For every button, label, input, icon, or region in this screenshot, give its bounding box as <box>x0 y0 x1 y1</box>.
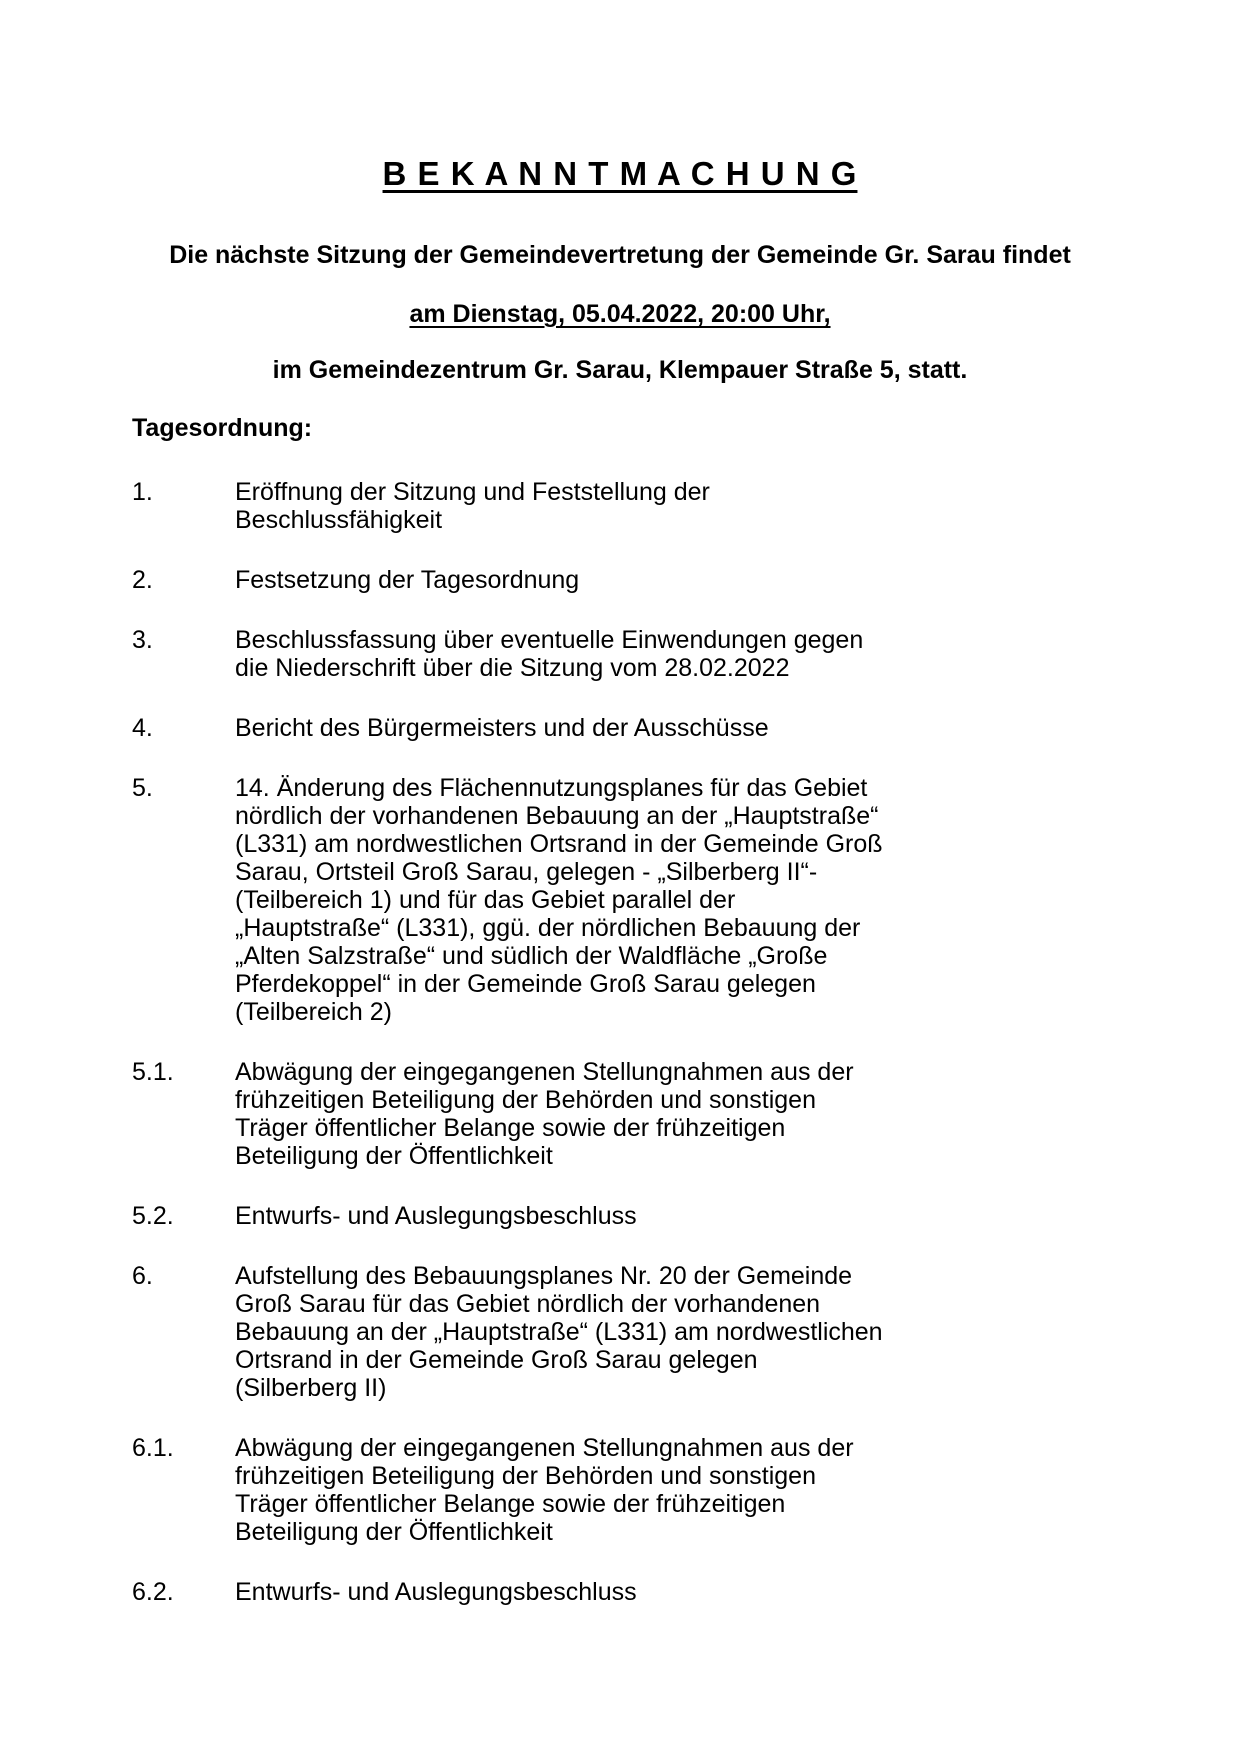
agenda-item-text <box>235 774 1240 1026</box>
agenda-item-text <box>235 478 1240 534</box>
agenda-item-text-line: Beschlussfähigkeit <box>235 506 443 534</box>
agenda-item-text-line: 14. Änderung des Flächennutzungsplanes für das Gebiet <box>235 774 868 802</box>
agenda-item-number: 4. <box>132 714 153 742</box>
agenda-item-text-line: Abwägung der eingegangenen Stellungnahmen aus der <box>235 1058 854 1086</box>
intro-line-1: Die nächste Sitzung der Gemeindevertretung der Gemeinde Gr. Sarau findet <box>169 241 1071 269</box>
agenda-item-number: 6.1. <box>132 1434 174 1462</box>
agenda-item-number: 6. <box>132 1262 153 1290</box>
agenda-list <box>132 478 1240 1606</box>
agenda-item-text-line: nördlich der vorhandenen Bebauung an der „Hauptstraße“ <box>235 802 879 830</box>
agenda-item-text <box>235 566 1240 594</box>
agenda-item <box>132 478 1240 534</box>
intro-line-2-text: am Dienstag, 05.04.2022, 20:00 Uhr, <box>409 300 831 328</box>
document-title-text: B E K A N N T M A C H U N G <box>382 155 858 192</box>
intro-line-3-location: im Gemeindezentrum Gr. Sarau, Klempauer Straße 5, statt. <box>272 356 968 384</box>
agenda-item-text-line: Beteiligung der Öffentlichkeit <box>235 1518 553 1546</box>
agenda-item-text-line: „Hauptstraße“ (L331), ggü. der nördlichen Bebauung der <box>235 914 861 942</box>
agenda-item-text <box>235 1262 1240 1402</box>
agenda-item-text-line: Aufstellung des Bebauungsplanes Nr. 20 der Gemeinde <box>235 1262 853 1290</box>
agenda-item-text-line: Ortsrand in der Gemeinde Groß Sarau gelegen <box>235 1346 758 1374</box>
agenda-heading: Tagesordnung: <box>132 414 313 442</box>
agenda-item-text-line: frühzeitigen Beteiligung der Behörden und sonstigen <box>235 1462 816 1490</box>
agenda-item-text-line: Entwurfs- und Auslegungsbeschluss <box>235 1202 637 1230</box>
agenda-item-text-line: Träger öffentlicher Belange sowie der frühzeitigen <box>235 1490 786 1518</box>
agenda-item <box>132 1262 1240 1402</box>
agenda-item-number: 5.1. <box>132 1058 174 1086</box>
agenda-item-text-line: die Niederschrift über die Sitzung vom 28.02.2022 <box>235 654 790 682</box>
agenda-item-text-line: Bericht des Bürgermeisters und der Ausschüsse <box>235 714 769 742</box>
agenda-item-text <box>235 1202 1240 1230</box>
agenda-item-text-line: Beschlussfassung über eventuelle Einwendungen gegen <box>235 626 864 654</box>
agenda-item-text-line: (Silberberg II) <box>235 1374 387 1402</box>
agenda-item-text <box>235 1578 1240 1606</box>
agenda-item <box>132 714 1240 742</box>
agenda-item-text-line: Festsetzung der Tagesordnung <box>235 566 580 594</box>
agenda-item-number: 5.2. <box>132 1202 174 1230</box>
agenda-item-text-line: Abwägung der eingegangenen Stellungnahmen aus der <box>235 1434 854 1462</box>
agenda-item-text-line: Bebauung an der „Hauptstraße“ (L331) am nordwestlichen <box>235 1318 883 1346</box>
agenda-item <box>132 774 1240 1026</box>
agenda-item-text <box>235 1434 1240 1546</box>
agenda-item-text-line: frühzeitigen Beteiligung der Behörden und sonstigen <box>235 1086 816 1114</box>
agenda-item <box>132 1202 1240 1230</box>
agenda-item <box>132 1434 1240 1546</box>
agenda-item-text <box>235 714 1240 742</box>
agenda-item-number: 1. <box>132 478 153 506</box>
agenda-item-text-line: Eröffnung der Sitzung und Feststellung der <box>235 478 710 506</box>
agenda-item-text-line: Pferdekoppel“ in der Gemeinde Groß Sarau gelegen <box>235 970 816 998</box>
agenda-item-text-line: (Teilbereich 1) und für das Gebiet parallel der <box>235 886 736 914</box>
agenda-item-text-line: Träger öffentlicher Belange sowie der frühzeitigen <box>235 1114 786 1142</box>
agenda-item-text <box>235 626 1240 682</box>
agenda-item-text <box>235 1058 1240 1170</box>
intro-line-2-datetime <box>0 300 1240 328</box>
agenda-item <box>132 566 1240 594</box>
agenda-item-number: 3. <box>132 626 153 654</box>
document-title <box>0 0 1240 193</box>
agenda-item-number: 6.2. <box>132 1578 174 1606</box>
agenda-item-number: 2. <box>132 566 153 594</box>
agenda-item-text-line: (L331) am nordwestlichen Ortsrand in der Gemeinde Groß <box>235 830 883 858</box>
agenda-item-text-line: Groß Sarau für das Gebiet nördlich der vorhandenen <box>235 1290 821 1318</box>
agenda-item-text-line: Entwurfs- und Auslegungsbeschluss <box>235 1578 637 1606</box>
agenda-item-text-line: Sarau, Ortsteil Groß Sarau, gelegen - „Silberberg II“- <box>235 858 818 886</box>
agenda-item-text-line: (Teilbereich 2) <box>235 998 393 1026</box>
agenda-item <box>132 1058 1240 1170</box>
agenda-item <box>132 626 1240 682</box>
agenda-item-text-line: Beteiligung der Öffentlichkeit <box>235 1142 553 1170</box>
agenda-item <box>132 1578 1240 1606</box>
agenda-item-text-line: „Alten Salzstraße“ und südlich der Waldfläche „Große <box>235 942 828 970</box>
agenda-item-number: 5. <box>132 774 153 802</box>
